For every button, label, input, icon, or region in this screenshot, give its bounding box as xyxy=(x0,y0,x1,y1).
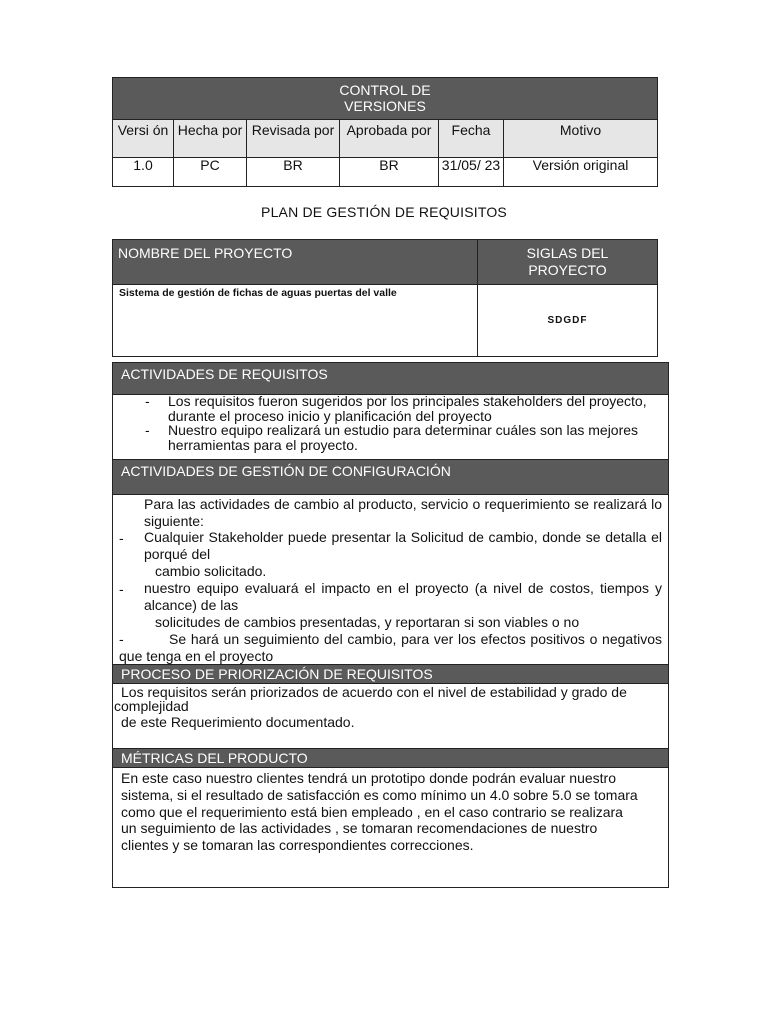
project-name-value: Sistema de gestión de fichas de aguas puertas del valle xyxy=(113,285,478,357)
version-value: 1.0 xyxy=(113,158,174,187)
bullet-dash: - xyxy=(145,393,150,409)
metrics-text: En este caso nuestro clientes tendrá un prototipo donde podrán evaluar nuestro sistema, si el resultado de satisfacción es como mínimo un 4.0 sobre 5.0 se tomara como que el requerimiento está bien empleado , en el caso contrario se realizara un seguimiento de las actividades , se tomaran recomendaciones de nuestro clientes y se tomaran las correspondientes correcciones. xyxy=(121,770,638,854)
configuration-item-1-cont: cambio solicitado. xyxy=(155,563,267,579)
header-approved-by: Aprobada por xyxy=(340,120,439,158)
bullet-dash: - xyxy=(119,581,124,597)
header-reason: Motivo xyxy=(504,120,658,158)
plan-title: PLAN DE GESTIÓN DE REQUISITOS xyxy=(261,204,507,220)
reviewed-by-value: BR xyxy=(247,158,340,187)
project-acronym-value: SDGDF xyxy=(478,285,658,357)
requirements-activities-title: ACTIVIDADES DE REQUISITOS xyxy=(113,363,668,395)
made-by-value: PC xyxy=(174,158,247,187)
bullet-dash: - xyxy=(119,530,124,546)
prioritization-title: PROCESO DE PRIORIZACIÓN DE REQUISITOS xyxy=(113,664,668,684)
project-acronym-header xyxy=(478,240,658,285)
project-table xyxy=(112,239,658,357)
prioritization-text-cont: de este Requerimiento documentado. xyxy=(121,714,355,730)
header-made-by: Hecha por xyxy=(174,120,247,158)
metrics-title: MÉTRICAS DEL PRODUCTO xyxy=(113,748,668,768)
requirements-activity-item-1: Los requisitos fueron sugeridos por los principales stakeholders del proyecto, durante el proceso inicio y planificación del proyecto xyxy=(168,393,647,424)
configuration-item-3: Se hará un seguimiento del cambio, para ver los efectos positivos o negativos que tenga en el proyecto xyxy=(119,631,662,664)
version-control-title-line2: VERSIONES xyxy=(344,98,426,114)
bullet-dash: - xyxy=(119,631,124,647)
version-row xyxy=(113,158,658,187)
approved-by-value: BR xyxy=(340,158,439,187)
reason-value: Versión original xyxy=(504,158,658,187)
configuration-management-title: ACTIVIDADES DE GESTIÓN DE CONFIGURACIÓN xyxy=(113,459,668,495)
acronym-header-line1: SIGLAS DEL xyxy=(526,245,609,261)
version-control-table xyxy=(112,77,658,187)
date-value: 31/05/ 23 xyxy=(439,158,504,187)
bullet-dash: - xyxy=(145,422,150,438)
configuration-item-2: nuestro equipo evaluará el impacto en el proyecto (a nivel de costos, tiempos y alcance) de las xyxy=(144,580,662,613)
acronym-header-line2: PROYECTO xyxy=(528,262,607,278)
version-column-headers xyxy=(113,120,658,158)
version-control-title xyxy=(113,78,658,120)
version-control-title-line1: CONTROL DE xyxy=(339,82,431,98)
configuration-item-2-cont: solicitudes de cambios presentadas, y reportaran si son viables o no xyxy=(155,614,580,630)
requirements-activity-item-2: Nuestro equipo realizará un estudio para determinar cuáles son las mejores herramientas para el proyecto. xyxy=(168,422,639,453)
prioritization-text: Los requisitos serán priorizados de acuerdo con el nivel de estabilidad y grado de complejidad xyxy=(114,684,627,714)
configuration-item-1: Cualquier Stakeholder puede presentar la Solicitud de cambio, donde se detalla el porqué del xyxy=(144,529,662,562)
configuration-intro: Para las actividades de cambio al producto, servicio o requerimiento se realizará lo siguiente: xyxy=(144,496,662,529)
requirements-plan-box xyxy=(112,362,669,888)
project-name-header: NOMBRE DEL PROYECTO xyxy=(113,240,478,285)
header-reviewed-by: Revisada por xyxy=(247,120,340,158)
header-date: Fecha xyxy=(439,120,504,158)
header-version: Versi ón xyxy=(113,120,174,158)
